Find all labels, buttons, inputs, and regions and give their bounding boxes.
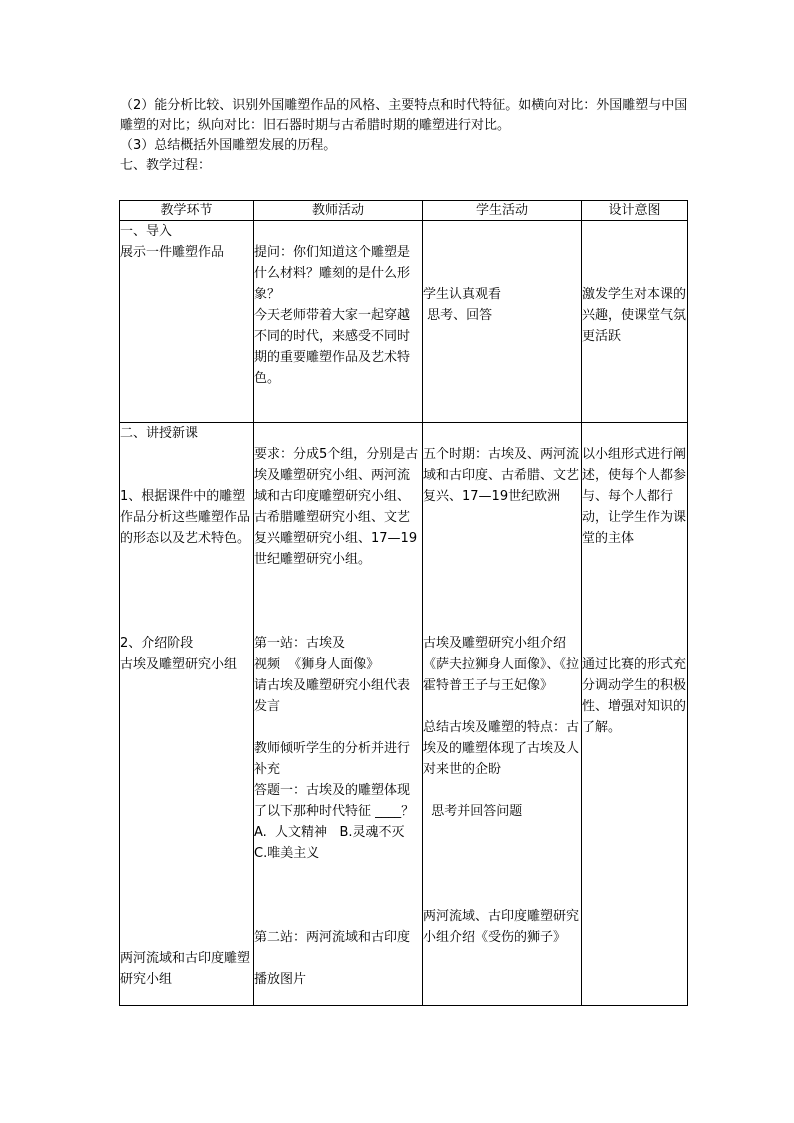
teacher-text: 视频 《狮身人面像》 [254,657,380,672]
stage-text: 展示一件雕塑作品 [120,245,225,260]
teacher-text: 答题一：古埃及的雕塑体现了以下那种时代特征 ____？ [254,783,415,819]
student-text: 学生认真观看 [423,287,502,302]
teacher-text: 第二站：两河流域和古印度 [254,930,411,945]
teacher-cell [254,423,423,1006]
header-teacher: 教师活动 [254,201,423,221]
student-cell [423,221,582,423]
objective-2: （2）能分析比较、识别外国雕塑作品的风格、主要特点和时代特征。如横向对比：外国雕塑与中国雕塑的对比；纵向对比：旧石器时期与古希腊时期的雕塑进行对比。 [120,98,688,133]
teacher-text: 请古埃及雕塑研究小组代表发言 [254,678,411,714]
stage-cell [120,423,254,1006]
teacher-cell [254,221,423,423]
teaching-process-table [119,200,688,1006]
header-intent: 设计意图 [582,201,688,221]
stage-text: 1、根据课件中的雕塑作品分析这些雕塑作品的形态以及艺术特色。 [120,489,251,546]
header-stage: 教学环节 [120,201,254,221]
table-row [120,221,688,423]
teacher-text: 要求：分成5个组，分别是古埃及雕塑研究小组、两河流域和古印度雕塑研究小组、古希腊雕塑研究小组、文艺复兴雕塑研究小组、17—19世纪雕塑研究小组。 [254,447,419,567]
student-cell [423,423,582,1006]
teacher-text: 提问：你们知道这个雕塑是什么材料？雕刻的是什么形象？ [254,245,411,302]
teacher-text: 今天老师带着大家一起穿越不同的时代，来感受不同时期的重要雕塑作品及艺术特色。 [254,308,411,386]
intent-cell [582,423,688,1006]
stage-cell [120,221,254,423]
student-text: 古埃及雕塑研究小组介绍《萨夫拉狮身人面像》、《拉霍特普王子与王妃像》 [423,636,580,693]
student-text: 思考并回答问题 [423,804,523,819]
student-text: 五个时期：古埃及、两河流域和古印度、古希腊、文艺复兴、17—19世纪欧洲 [423,447,580,504]
student-text: 两河流域、古印度雕塑研究小组介绍《受伤的狮子》 [423,909,580,945]
section-heading: 七、教学过程： [120,158,212,173]
header-student: 学生活动 [423,201,582,221]
table-row [120,423,688,1006]
objective-3: （3）总结概括外国雕塑发展的历程。 [120,138,337,153]
teacher-text: 播放图片 [254,972,307,987]
stage-text: 两河流域和古印度雕塑研究小组 [120,951,251,987]
student-text: 思考、回答 [423,308,493,323]
stage-text: 古埃及雕塑研究小组 [120,657,238,672]
table-header-row [120,201,688,221]
student-text: 总结古埃及雕塑的特点：古埃及的雕塑体现了古埃及人对来世的企盼 [423,720,580,777]
intent-text: 通过比赛的形式充分调动学生的积极性、增强对知识的了解。 [582,657,687,735]
intent-text: 激发学生对本课的兴趣，使课堂气氛更活跃 [582,287,687,344]
intro-section [120,96,690,176]
stage-title: 2、介绍阶段 [120,636,194,651]
teacher-text: A. 人文精神 B.灵魂不灭 C.唯美主义 [254,825,413,861]
stage-title: 一、导入 [120,224,173,239]
teacher-text: 教师倾听学生的分析并进行补充 [254,741,411,777]
intent-cell [582,221,688,423]
teacher-text: 第一站：古埃及 [254,636,346,651]
stage-title: 二、讲授新课 [120,426,199,441]
intent-text: 以小组形式进行阐述，使每个人都参与、每个人都行动，让学生作为课堂的主体 [582,447,687,546]
